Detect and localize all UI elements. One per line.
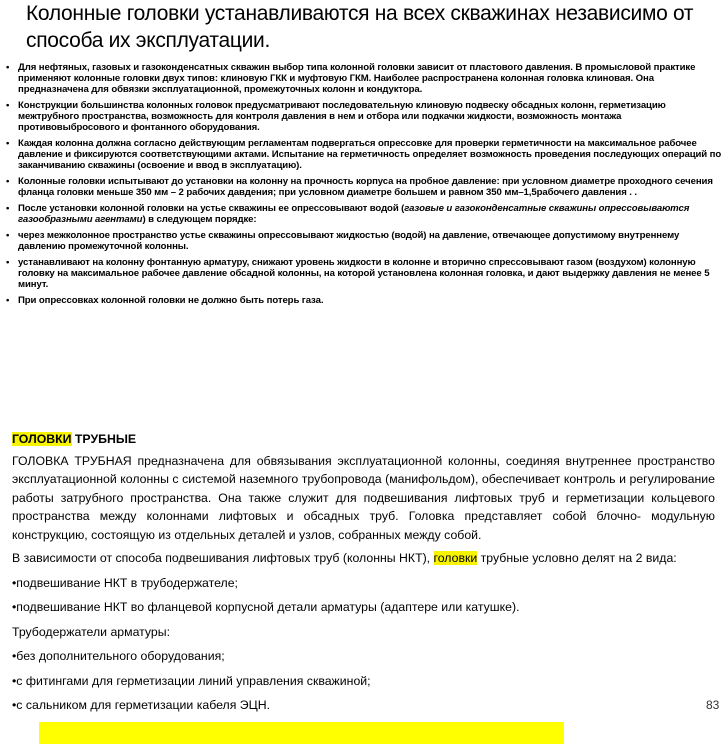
slide-title: Колонные головки устанавливаются на всех скважинах независимо от способа их эксплуатации. xyxy=(26,2,694,52)
section-title xyxy=(12,430,715,449)
holder-item: •с сальником для герметизации кабеля ЭЦН. xyxy=(12,698,271,712)
bullet-item: • устанавливают на колонну фонтанную арматуру, снижают уровень жидкости в колонне и вторично спрессовывают газом (воздухом) колонную головку на максимальное рабочее давление обсадной колонны, на которой установлена колонная головка, и дают выдержку давления не менее 5 минут. xyxy=(6,257,722,290)
bullet-item: • Для нефтяных, газовых и газоконденсатных скважин выбор типа колонной головки зависит от пластового давления. В промысловой практике применяют колонные головки двух типов: клиновую ГКК и муфтовую ГКМ. Наиболее распространена колонная головка клиновая. Она предназначена для обвязки эксплуатационной, промежуточных колонн и кондуктора. xyxy=(6,62,722,95)
section-paragraph: ГОЛОВКА ТРУБНАЯ предназначена для обвязывания эксплуатационной колонны, соединяя внутреннее пространство эксплуатационной колонны с системой наземного трубопровода (манифольдом), обеспечивает контроль и регулирование работы затрубного пространства. Она также служит для подвешивания лифтовых труб и герметизации кольцевого пространства между колоннами лифтовых и обсадных труб. Головка представляет собой блочно- модульную конструкцию, состоящую из отдельных деталей и узлов, собранных между собой. xyxy=(12,453,715,542)
bullet-item: • через межколонное пространство устье скважины опрессовывают жидкостью (водой) на давление, отвечающее допустимому внутреннему давлению промежуточной колонны. xyxy=(6,230,722,252)
highlighted-word: ГОЛОВКИ xyxy=(12,432,72,446)
holder-item: •с фитингами для герметизации линий управления скважиной; xyxy=(12,673,371,688)
bullet-list xyxy=(6,62,722,311)
holder-item: •без дополнительного оборудования; xyxy=(12,649,225,663)
bullet-item: • Каждая колонна должна согласно действующим регламентам подвергаться опрессовке для проверки герметичности на максимальное рабочее давление и фиксируются соответствующими актами. Испытание на герметичность определяет возможность проведения последующих операций по заканчиванию скважины (освоение и ввод в эксплуатацию). xyxy=(6,138,722,171)
type-item: •подвешивание НКТ во фланцевой корпусной детали арматуры (адаптере или катушке). xyxy=(12,600,520,614)
bullet-item: • При опрессовках колонной головки не должно быть потерь газа. xyxy=(6,295,722,306)
bullet-text: ) в следующем порядке: xyxy=(142,214,257,225)
holders-title: Трубодержатели арматуры: xyxy=(12,624,171,639)
bullet-text: После установки колонной головки на устье скважины ее опрессовывают водой ( xyxy=(18,203,405,214)
section-title-rest: ТРУБНЫЕ xyxy=(71,432,137,446)
yellow-highlight-bar xyxy=(39,722,564,744)
bullet-item xyxy=(6,203,722,225)
bullet-item: • Колонные головки испытывают до установки на колонну на прочность корпуса на пробное давление: при условном диаметре проходного сечения фланца головки меньше 350 мм – 2 рабочих давдения; при условном диаметре большем и равном 350 мм–1,5рабочего давления . . xyxy=(6,176,722,198)
types-text: трубные условно делят на 2 вида: xyxy=(477,551,677,565)
page-number: 83 xyxy=(706,698,720,712)
bullet-item: • Конструкции большинства колонных головок предусматривают последовательную клиновую подвеску обсадных колонн, герметизацию межтрубного пространства, возможность для контроля давления в нем и отбора или подкачки жидкости, возможность монтажа противовыбросового и фонтанного оборудования. xyxy=(6,100,722,133)
highlighted-word: головки xyxy=(433,551,478,565)
type-item: •подвешивание НКТ в трубодержателе; xyxy=(12,575,238,590)
types-sentence xyxy=(12,549,715,568)
bullet-italic-text: газовые и газоконденсатные скважины опрессовываются газообразными агентами xyxy=(18,203,690,225)
tubing-heads-section xyxy=(12,430,715,715)
types-text: В зависимости от способа подвешивания лифтовых труб (колонны НКТ), xyxy=(12,551,434,565)
